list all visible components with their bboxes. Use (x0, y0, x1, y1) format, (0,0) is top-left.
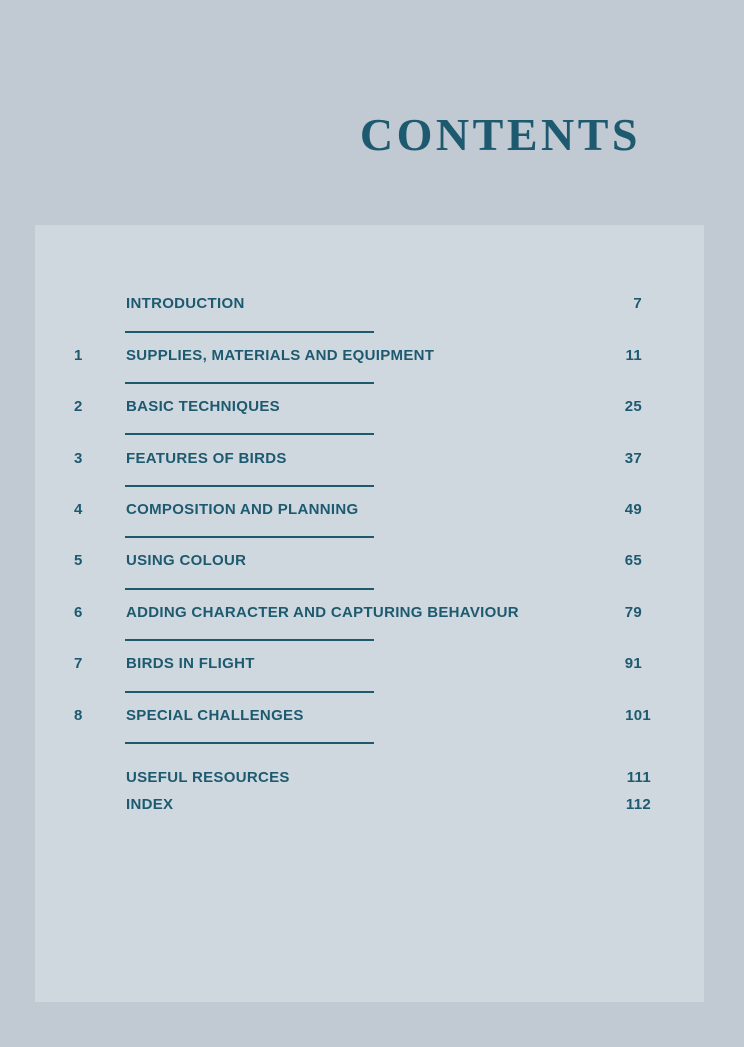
divider (125, 433, 374, 435)
chapter-title: BIRDS IN FLIGHT (126, 655, 255, 672)
divider (125, 331, 374, 333)
chapter-number: 5 (74, 552, 83, 569)
chapter-number: 1 (74, 347, 83, 364)
contents-panel (35, 225, 704, 1002)
chapter-title: SPECIAL CHALLENGES (126, 707, 304, 724)
end-matter-title: USEFUL RESOURCES (126, 769, 290, 786)
chapter-page: 7 (633, 295, 642, 312)
toc-entry-chapter-5[interactable] (35, 551, 704, 571)
toc-entry-chapter-7[interactable] (35, 654, 704, 674)
chapter-page: 101 (625, 707, 651, 724)
divider (125, 639, 374, 641)
chapter-page: 49 (624, 501, 642, 518)
divider (125, 742, 374, 744)
toc-entry-chapter-4[interactable] (35, 500, 704, 520)
toc-entry-introduction[interactable] (35, 294, 704, 314)
toc-entry-chapter-3[interactable] (35, 449, 704, 469)
chapter-number: 7 (74, 655, 83, 672)
toc-entry-chapter-1[interactable] (35, 346, 704, 366)
chapter-title: INTRODUCTION (126, 295, 245, 312)
chapter-page: 65 (624, 552, 642, 569)
divider (125, 536, 374, 538)
chapter-number: 2 (74, 398, 83, 415)
end-matter-title: INDEX (126, 796, 174, 813)
chapter-title: USING COLOUR (126, 552, 247, 569)
chapter-title: FEATURES OF BIRDS (126, 450, 287, 467)
toc-entry-chapter-2[interactable] (35, 397, 704, 417)
chapter-number: 4 (74, 501, 83, 518)
divider (125, 691, 374, 693)
chapter-page: 37 (624, 450, 642, 467)
chapter-number: 3 (74, 450, 83, 467)
chapter-page: 91 (624, 655, 642, 672)
chapter-number: 6 (74, 604, 83, 621)
toc-entry-chapter-6[interactable] (35, 603, 704, 623)
chapter-title: BASIC TECHNIQUES (126, 398, 280, 415)
chapter-title: ADDING CHARACTER AND CAPTURING BEHAVIOUR (126, 604, 519, 621)
chapter-title: SUPPLIES, MATERIALS AND EQUIPMENT (126, 347, 435, 364)
divider (125, 382, 374, 384)
divider (125, 485, 374, 487)
chapter-page: 79 (624, 604, 642, 621)
end-matter-page: 111 (626, 769, 651, 786)
toc-entry-useful-resources[interactable] (35, 768, 704, 788)
page-title: CONTENTS (359, 109, 641, 160)
toc-entry-index[interactable] (35, 795, 704, 815)
divider (125, 588, 374, 590)
chapter-number: 8 (74, 707, 83, 724)
chapter-page: 11 (625, 347, 642, 364)
end-matter-page: 112 (625, 796, 651, 813)
chapter-page: 25 (624, 398, 642, 415)
toc-entry-chapter-8[interactable] (35, 706, 704, 726)
chapter-title: COMPOSITION AND PLANNING (126, 501, 359, 518)
